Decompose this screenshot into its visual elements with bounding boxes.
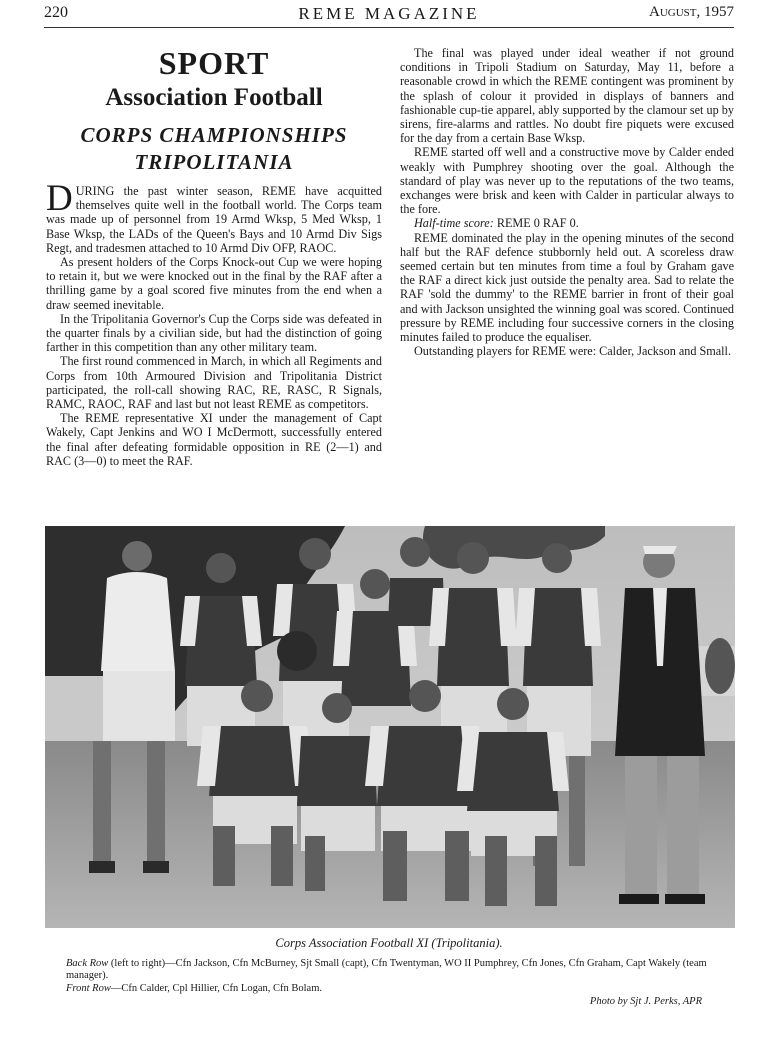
paragraph-intro: [46, 178, 382, 255]
team-photo: [45, 526, 735, 928]
article-title-line2: TRIPOLITANIA: [134, 150, 294, 174]
paragraph: REME started off well and a constructive move by Calder ended weakly with Pumphrey shooting over the goal. Although the standard of play was never up to the reputations of the two teams, exchanges were brisk and keen with Calder in particular always to the fore.: [400, 145, 734, 217]
magazine-title: REME MAGAZINE: [298, 4, 480, 23]
team-photo-illustration: [45, 526, 735, 928]
back-row-label: Back Row: [66, 958, 109, 969]
section-heading: SPORT: [158, 45, 270, 81]
paragraph: REME dominated the play in the opening minutes of the second half but the RAF defence stubbornly held out. A scoreless draw seemed certain but ten minutes from time a foul by Graham gave the RAF a direct kick just outside the penalty area. Sad to relate the RAF 'sold the dummy' to the REME barrier in front of their goal and with Jackson unsighted the winning goal was scored. Continued pressure by REME including four successive corners in the closing minutes failed to produce the equaliser.: [400, 230, 734, 345]
paragraph-intro-text: URING the past winter season, REME have acquitted themselves quite well in the football world. The Corps team was made up of personnel from 19 Armd Wksp, 5 Med Wksp, 1 Base Wksp, the LADs of the Queen's Bays and 10 Armd Div Sigs Regt, and tradesmen attached to 10 Armd Div OFP, RAOC.: [46, 184, 382, 255]
football: [277, 631, 317, 671]
back-row-names: [66, 958, 726, 982]
halftime-score: [400, 216, 734, 230]
page-header: [44, 4, 734, 26]
halftime-value: REME 0 RAF 0.: [496, 216, 579, 231]
paragraph: The final was played under ideal weather if not ground conditions in Tripoli Stadium on Saturday, May 11, before a reasonable crowd in which the REME contingent was prominent by the splash of colour it provided in displays of banners and fashionable cup-tie apparel, ably supported by the clamour set up by sirens, fire-alarms and rattles. No doubt fire piquets were excused for the day from a certain Base Wksp.: [400, 46, 734, 146]
back-row-text: (left to right)—Cfn Jackson, Cfn McBurney, Sjt Small (capt), Cfn Twentyman, WO II Pumphrey, Cfn Jones, Cfn Graham, Capt Wakely (team manager).: [66, 958, 707, 981]
front-row-text: —Cfn Calder, Cpl Hillier, Cfn Logan, Cfn Bolam.: [110, 983, 323, 994]
paragraph: Outstanding players for REME were: Calder, Jackson and Small.: [414, 344, 731, 359]
drop-cap: D: [46, 178, 73, 219]
issue-date: August, 1957: [648, 4, 734, 20]
hat: [643, 546, 677, 554]
article-title-line1: CORPS CHAMPIONSHIPS: [80, 123, 348, 147]
paragraph: The REME representative XI under the management of Capt Wakely, Capt Jenkins and WO I McDermott, successfully entered the final after defeating formidable opposition in RE (2—1) and RAC (3—0) to meet the RAF.: [46, 411, 382, 468]
front-row-label: Front Row: [66, 983, 111, 994]
halftime-label: Half-time score:: [414, 216, 494, 231]
photo-caption: Corps Association Football XI (Tripolitania).: [275, 936, 503, 950]
article-column-right: [400, 46, 734, 358]
page-number: 220: [44, 4, 68, 21]
paragraph: In the Tripolitania Governor's Cup the Corps side was defeated in the quarter finals by a civilian side, but had the distinction of going farther in this competition than any other military team.: [46, 311, 382, 355]
bush-right: [705, 638, 735, 694]
photo-credit: Photo by Sjt J. Perks, APR: [589, 996, 702, 1007]
header-rule: [44, 27, 734, 28]
sport-heading: Association Football: [105, 84, 323, 111]
article-column-left: [46, 46, 382, 468]
paragraph: The first round commenced in March, in which all Regiments and Corps from 10th Armoured Division and Tripolitania District participated, the roll-call showing RAC, RE, RASC, R Signals, RAMC, RAOC, RAF and last but not least REME as competitors.: [46, 354, 382, 412]
front-row-names: [66, 983, 726, 995]
paragraph: As present holders of the Corps Knock-out Cup we were hoping to retain it, but we were knocked out in the final by the RAF after a thrilling game by a goal scored five minutes from the end when a draw seemed inevitable.: [46, 255, 382, 312]
